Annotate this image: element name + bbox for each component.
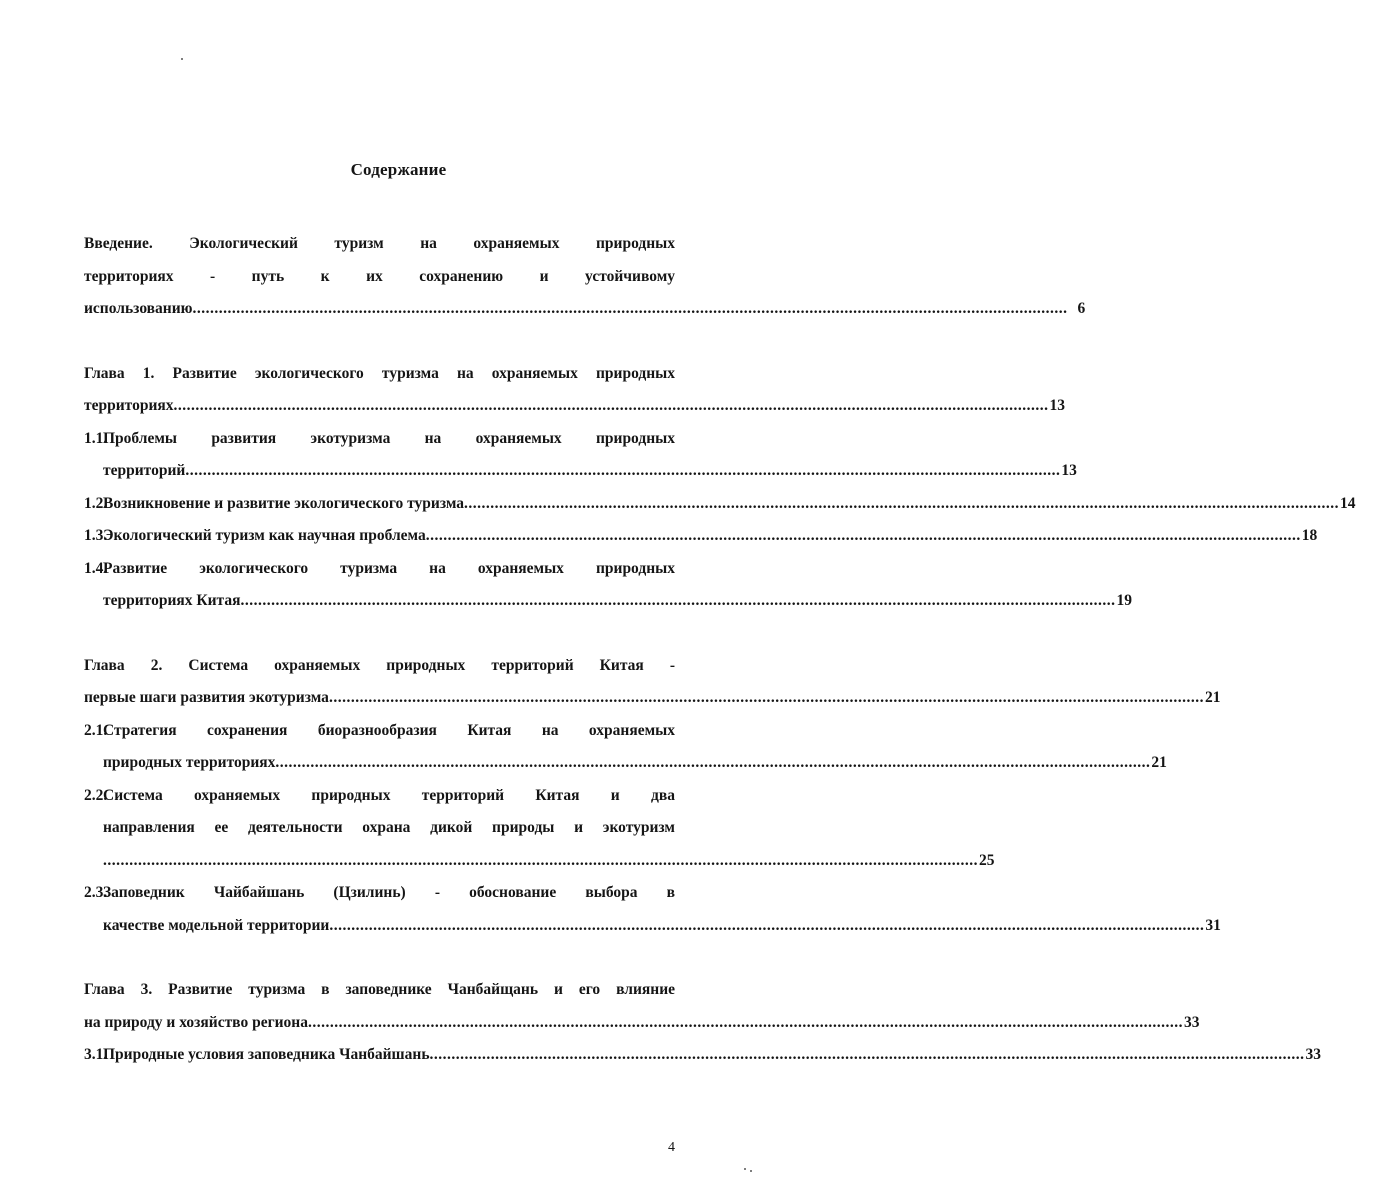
toc-entry-text: Заповедник Чайбайшань (Цзилинь) - обоснование выбора в xyxy=(103,884,675,901)
section-number: 2.1. xyxy=(84,721,108,739)
spacer xyxy=(84,618,675,650)
toc-page-number: 21 xyxy=(1204,689,1221,706)
toc-entry-text: Система охраняемых природных территорий Китая и два xyxy=(103,786,675,804)
toc-leader-line xyxy=(103,910,1221,943)
toc-entry-text: Глава 3. Развитие туризма в заповеднике Чанбайщань и его влияние xyxy=(84,981,675,998)
toc-entry-1-3 xyxy=(84,520,1318,553)
toc-entry-text: качестве модельной территории xyxy=(103,916,330,934)
toc-entry-text: Глава 2. Система охраняемых природных территорий Китая - xyxy=(84,656,675,674)
dot-leader: ........................................................................................................................................................................................................ xyxy=(275,754,1151,771)
dot-leader: ........................................................................................................................................................................................................ xyxy=(240,592,1116,609)
section-number: 3.1. xyxy=(84,1046,108,1063)
section-number: 1.3. xyxy=(84,527,108,544)
toc-entry-1-2 xyxy=(84,488,1356,521)
toc-entry-chapter-3 xyxy=(84,974,1200,1039)
toc-entry-text: первые шаги развития экотуризма xyxy=(84,689,329,706)
toc-leader-line xyxy=(84,293,1086,326)
spacer xyxy=(84,942,675,974)
dot-leader: ........................................................................................................................................................................................................ xyxy=(429,1046,1305,1063)
toc-leader-line xyxy=(103,488,1356,521)
dot-leader: ........................................................................................................................................................................................................ xyxy=(185,462,1061,479)
toc-entry-2-2 xyxy=(84,780,995,878)
toc-entry-text: природных территориях xyxy=(103,754,276,771)
toc-page-number: 25 xyxy=(979,851,995,869)
toc-page-number: 14 xyxy=(1340,494,1356,512)
page-number: 4 xyxy=(668,1140,675,1155)
dot-leader: ........................................................................................................................................................................................................ xyxy=(328,689,1204,706)
toc-entry-text: территориях Китая xyxy=(103,592,241,609)
dot-leader: ........................................................................................................................................................................................................ xyxy=(307,1013,1183,1031)
scan-speck xyxy=(744,1168,746,1170)
toc-entry-text: Природные условия заповедника Чанбайшань xyxy=(103,1046,430,1063)
section-number: 1.4. xyxy=(84,559,108,577)
dot-leader: ........................................................................................................................................................................................................ xyxy=(464,494,1340,512)
toc-entry-text: на природу и хозяйство региона xyxy=(84,1013,308,1031)
toc-page-number: 31 xyxy=(1205,916,1221,934)
toc-leader-line xyxy=(84,682,1221,715)
toc-leader-line xyxy=(103,455,1077,488)
toc-page-number: 18 xyxy=(1301,527,1318,544)
section-number: 2.3. xyxy=(84,884,108,901)
toc-page-number: 33 xyxy=(1183,1013,1200,1031)
toc-entry-text: Глава 1. Развитие экологического туризма на охраняемых природных xyxy=(84,364,675,382)
toc-entry-chapter-1 xyxy=(84,358,1066,423)
scan-speck xyxy=(181,58,183,60)
toc-entry-text: территориях - путь к их сохранению и устойчивому xyxy=(84,267,675,285)
toc-leader-line xyxy=(103,585,1132,618)
toc-entry-text: направления ее деятельности охрана дикой природы и экотуризм xyxy=(103,819,675,836)
dot-leader: ........................................................................................................................................................................................................ xyxy=(425,527,1301,544)
toc-entry-1-1 xyxy=(84,423,1077,488)
toc-entry-1-4 xyxy=(84,553,1132,618)
toc-page-number: 6 xyxy=(1077,300,1086,317)
section-number: 1.1. xyxy=(84,429,108,447)
toc-leader-line xyxy=(84,1007,1200,1040)
section-number: 2.2. xyxy=(84,786,108,804)
toc-leader-line xyxy=(103,1039,1322,1072)
table-of-contents xyxy=(84,228,1356,1072)
toc-page-number: 13 xyxy=(1061,462,1077,479)
toc-page-number: 33 xyxy=(1305,1046,1322,1063)
dot-leader: ........................................................................................................................................................................................................ xyxy=(103,851,978,869)
toc-entry-text: Введение. Экологический туризм на охраняемых природных xyxy=(84,235,675,252)
scan-speck xyxy=(750,1170,752,1172)
toc-entry-text: Развитие экологического туризма на охраняемых природных xyxy=(103,559,675,577)
toc-entry-text: территориях xyxy=(84,397,174,414)
toc-entry-2-1 xyxy=(84,715,1167,780)
toc-entry-text: территорий xyxy=(103,462,186,479)
page-title: Содержание xyxy=(350,160,447,179)
toc-entry-text: Проблемы развития экотуризма на охраняемых природных xyxy=(103,429,675,447)
dot-leader: ........................................................................................................................................................................................................ xyxy=(192,300,1068,317)
toc-leader-line xyxy=(103,747,1167,780)
toc-entry-text: Возникновение и развитие экологического туризма xyxy=(103,494,465,512)
section-number: 1.2. xyxy=(84,494,108,512)
toc-entry-intro xyxy=(84,228,1086,326)
toc-entry-text: Стратегия сохранения биоразнообразия Китая на охраняемых xyxy=(103,721,675,739)
toc-entry-text: Экологический туризм как научная проблема xyxy=(103,527,426,544)
dot-leader: ........................................................................................................................................................................................................ xyxy=(173,397,1049,414)
toc-page-number: 21 xyxy=(1151,754,1167,771)
toc-entry-text: использованию xyxy=(84,300,193,317)
dot-leader: ........................................................................................................................................................................................................ xyxy=(329,916,1205,934)
toc-entry-2-3 xyxy=(84,877,1221,942)
toc-page-number: 19 xyxy=(1116,592,1132,609)
toc-entry-chapter-2 xyxy=(84,650,1221,715)
toc-leader-line xyxy=(84,390,1066,423)
toc-leader-line xyxy=(103,520,1318,553)
toc-entry-3-1 xyxy=(84,1039,1322,1072)
toc-leader-line xyxy=(103,845,995,878)
spacer xyxy=(84,326,675,358)
toc-page-number: 13 xyxy=(1049,397,1066,414)
